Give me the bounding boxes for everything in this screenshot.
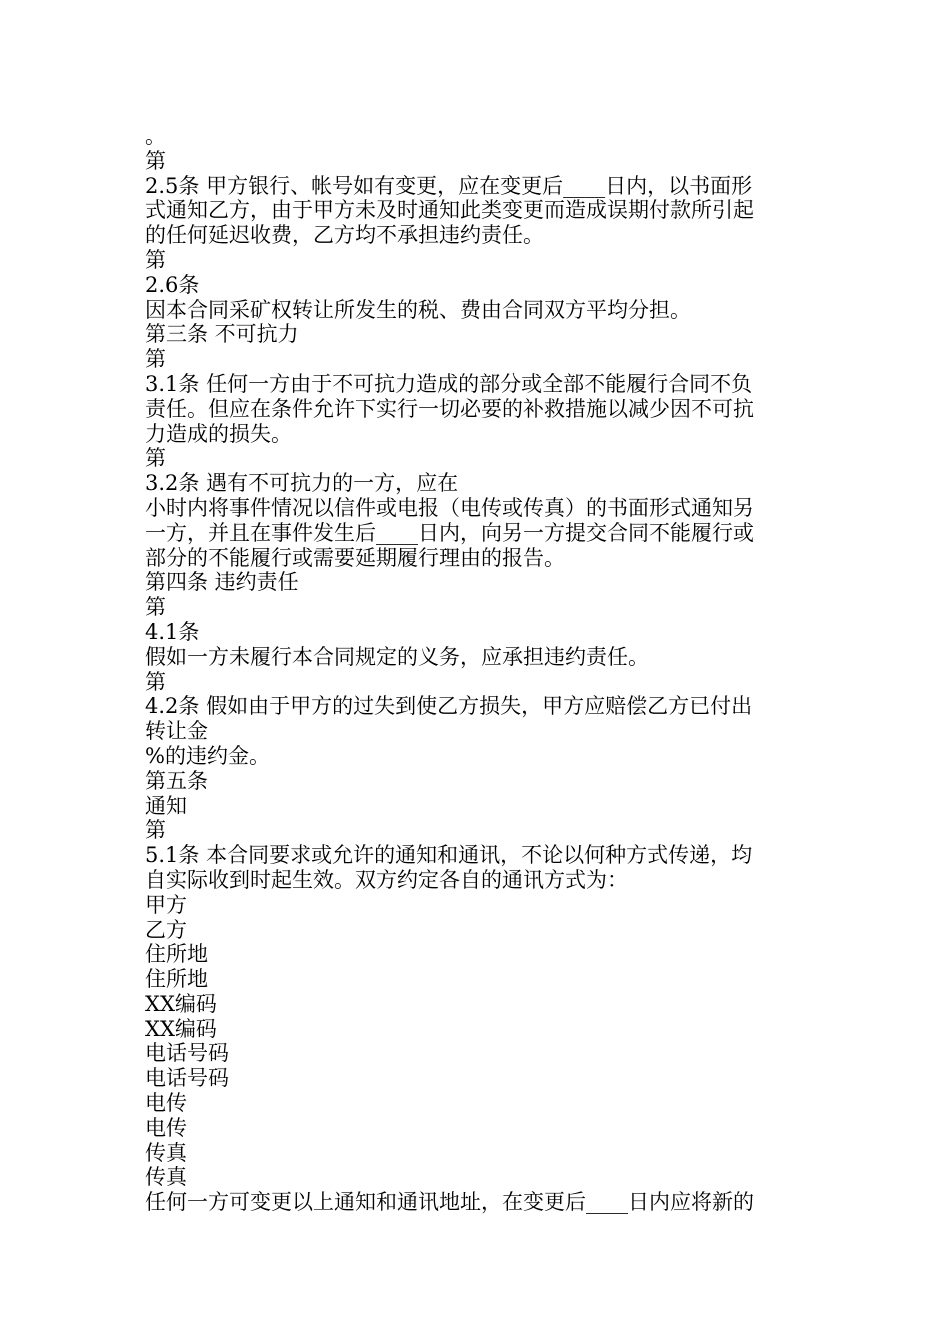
text-line: 因本合同采矿权转让所发生的税、费由合同双方平均分担。 xyxy=(145,297,691,322)
text-line: 自实际收到时起生效。双方约定各自的通讯方式为： xyxy=(145,867,628,892)
text-line: 第 xyxy=(145,446,166,471)
text-line: 4.2条 假如由于甲方的过失到使乙方损失，甲方应赔偿乙方已付出 xyxy=(145,694,753,719)
text-line: 住所地 xyxy=(145,967,208,992)
text-line: 3.2条 遇有不可抗力的一方，应在 xyxy=(145,471,459,496)
text-line: 第 xyxy=(145,347,166,372)
text-line: 。 xyxy=(145,124,166,148)
text-line: 第 xyxy=(145,247,166,272)
text-line: 电传 xyxy=(145,1115,187,1140)
text-line: 力造成的损失。 xyxy=(145,421,292,446)
text-line: 住所地 xyxy=(145,942,208,967)
text-line: 乙方 xyxy=(145,917,187,942)
text-line: 5.1条 本合同要求或允许的通知和通讯，不论以何种方式传递，均 xyxy=(145,843,753,868)
text-line: 式通知乙方，由于甲方未及时通知此类变更而造成误期付款所引起 xyxy=(145,198,754,223)
text-line: 电话号码 xyxy=(145,1066,229,1091)
text-line: 责任。但应在条件允许下实行一切必要的补救措施以减少因不可抗 xyxy=(145,396,754,421)
text-line: 第 xyxy=(145,669,166,694)
text-line: 3.1条 任何一方由于不可抗力造成的部分或全部不能履行合同不负 xyxy=(145,371,753,396)
text-line: 传真 xyxy=(145,1165,187,1190)
text-line: 的任何延迟收费，乙方均不承担违约责任。 xyxy=(145,223,544,248)
text-line: 2.5条 甲方银行、帐号如有变更，应在变更后____日内，以书面形 xyxy=(145,173,753,198)
text-line: 第 xyxy=(145,148,166,173)
text-line: 甲方 xyxy=(145,892,187,917)
text-line: 小时内将事件情况以信件或电报（电传或传真）的书面形式通知另 xyxy=(145,495,754,520)
text-line: 传真 xyxy=(145,1140,187,1165)
section-heading: 第三条 不可抗力 xyxy=(145,322,299,347)
document-body xyxy=(145,124,813,1215)
text-line: 转让金 xyxy=(145,719,208,744)
text-line: XX编码 xyxy=(145,1016,217,1041)
text-line: 任何一方可变更以上通知和通讯地址，在变更后____日内应将新的 xyxy=(145,1190,754,1215)
text-line: 第 xyxy=(145,818,166,843)
text-line: 电话号码 xyxy=(145,1041,229,1066)
text-line: 2.6条 xyxy=(145,272,200,297)
text-line: 部分的不能履行或需要延期履行理由的报告。 xyxy=(145,545,565,570)
section-heading: 第四条 违约责任 xyxy=(145,570,299,595)
text-line: 通知 xyxy=(145,793,187,818)
text-line: 一方，并且在事件发生后____日内，向另一方提交合同不能履行或 xyxy=(145,520,754,545)
text-line: XX编码 xyxy=(145,991,217,1016)
text-line: 第 xyxy=(145,595,166,620)
text-line: 假如一方未履行本合同规定的义务，应承担违约责任。 xyxy=(145,644,649,669)
section-heading: 第五条 xyxy=(145,768,208,793)
text-line: 4.1条 xyxy=(145,619,200,644)
text-line: %的违约金。 xyxy=(145,743,270,768)
text-line: 电传 xyxy=(145,1091,187,1116)
